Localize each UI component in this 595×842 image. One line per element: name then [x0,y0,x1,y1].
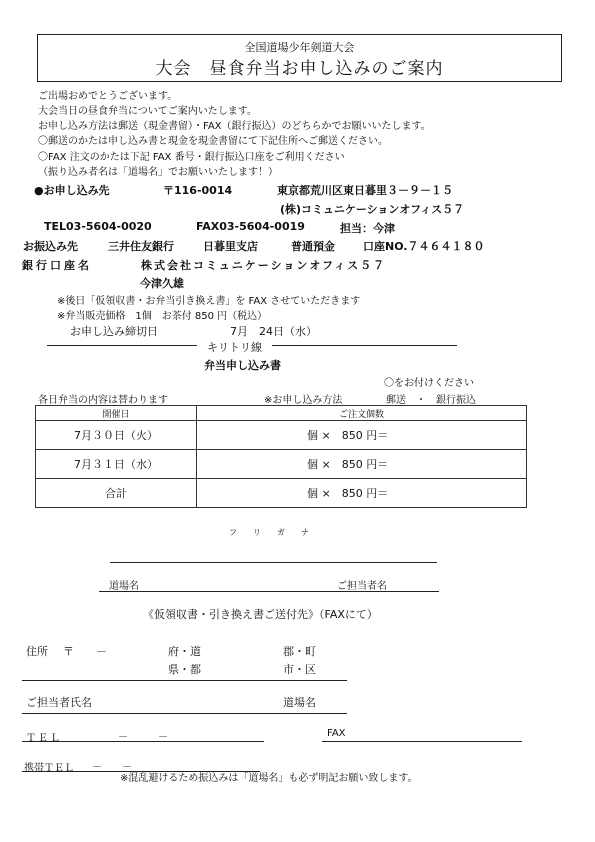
method-label: ※お申し込み方法 [264,395,343,406]
bank-branch: 日暮里支店 [203,240,258,253]
contact-name-label: ご担当者氏名 [26,696,92,709]
intro-line-3: お申し込み方法は郵送（現金書留）・FAX（銀行振込）のどちらかでお願いいたします。 [38,121,431,132]
bank-name: 三井住友銀行 [108,240,174,253]
tel-label: ＴＥＬ [26,733,62,744]
method-hint: 〇をお付けください [384,378,474,389]
send-heading: 《仮領収書・引き換え書ご送付先》（FAXにて） [143,608,378,621]
cut-line-left [47,345,197,346]
table-row [36,450,527,479]
order-table [35,405,527,508]
table-row [36,421,527,450]
dojo-field[interactable] [99,591,439,592]
event-name: 全国道場少年剣道大会 [244,41,355,54]
pref-1: 府・道 [168,645,201,658]
contact-address: 東京都荒川区東日暮里３－９－１５ [277,184,453,197]
dojo-label: 道場名 [109,581,139,592]
header-date: 開催日 [36,406,197,421]
row-date-0731: 7月３１日（水） [36,450,197,479]
cut-line-label: キリトリ線 [207,341,262,354]
contact-label: ●お申し込み先 [34,184,110,197]
contact-tel: TEL03-5604-0020 [44,220,152,233]
intro-line-5: 〇FAX 注文のかたは下記 FAX 番号・銀行振込口座をご利用ください [38,152,345,163]
bank-account: 口座NO.７４６４１８０ [363,240,485,253]
header-quantity: ご注文個数 [197,406,527,421]
contact-company: (株)コミュニケーションオフィス５７ [280,203,465,216]
postal-mark: 〒 － [63,645,107,658]
contact-person: 担当：今津 [340,222,395,235]
bank-holder-label: 銀行口座名 [22,259,92,272]
fax-field[interactable] [322,741,522,742]
page-title: 大会 昼食弁当お申し込みのご案内 [155,59,444,79]
contact-name-field[interactable] [22,713,347,714]
mobile-label: 携帯ＴＥＬ [24,763,74,774]
pref-2: 県・都 [168,663,201,676]
bank-holder-2: 今津久雄 [140,277,184,290]
title-box [37,34,562,82]
qty-field-0731[interactable]: 個 × 850 円＝ [197,450,527,479]
qty-field-total[interactable]: 個 × 850 円＝ [197,479,527,508]
deadline-label: お申し込み締切日 [70,325,158,338]
menu-note: 各日弁当の内容は替わります [38,395,168,406]
tel-field[interactable] [22,741,264,742]
table-header-row [36,406,527,421]
row-total: 合計 [36,479,197,508]
table-row [36,479,527,508]
price-note: ※弁当販売価格 1個 お茶付 850 円（税込） [57,311,268,322]
method-options[interactable]: 郵送 ・ 銀行振込 [386,395,476,406]
intro-line-2: 大会当日の昼食弁当についてご案内いたします。 [38,106,257,117]
fax-label: FAX [327,728,346,739]
dojo-label-2: 道場名 [283,696,316,709]
qty-field-0730[interactable]: 個 × 850 円＝ [197,421,527,450]
cut-line-right [272,345,457,346]
furigana-line [110,562,437,563]
intro-line-1: ご出場おめでとうございます。 [38,91,178,102]
bank-holder: 株式会社コミュニケーションオフィス５７ [141,259,387,272]
tel-dashes: － － [118,732,168,743]
address-label: 住所 [26,645,48,658]
contact-postal: 〒116-0014 [163,184,233,197]
deadline-date: 7月 24日（水） [230,325,317,338]
bank-type: 普通預金 [291,240,335,253]
city-1: 郡・町 [283,645,316,658]
city-2: 市・区 [283,663,316,676]
intro-line-4: 〇郵送のかたは申し込み書と現金を現金書留にて下記住所へご郵送ください。 [38,136,388,147]
intro-line-6: （振り込み者名は「道場名」でお願いいたします！） [38,167,278,178]
row-date-0730: 7月３０日（火） [36,421,197,450]
footer-note: ※混乱避けるため振込みは「道場名」も必ず明記お願い致します。 [120,773,418,784]
person-label: ご担当者名 [337,581,387,592]
contact-fax: FAX03-5604-0019 [196,220,305,233]
form-title: 弁当申し込み書 [204,359,281,372]
fax-note: ※後日「仮領収書・お弁当引き換え書」を FAX させていただきます [57,296,361,307]
mobile-dashes: － － [92,762,132,773]
furigana-label: フ リ ガ ナ [229,528,309,537]
bank-label: お振込み先 [23,240,78,253]
address-field[interactable] [22,680,347,681]
